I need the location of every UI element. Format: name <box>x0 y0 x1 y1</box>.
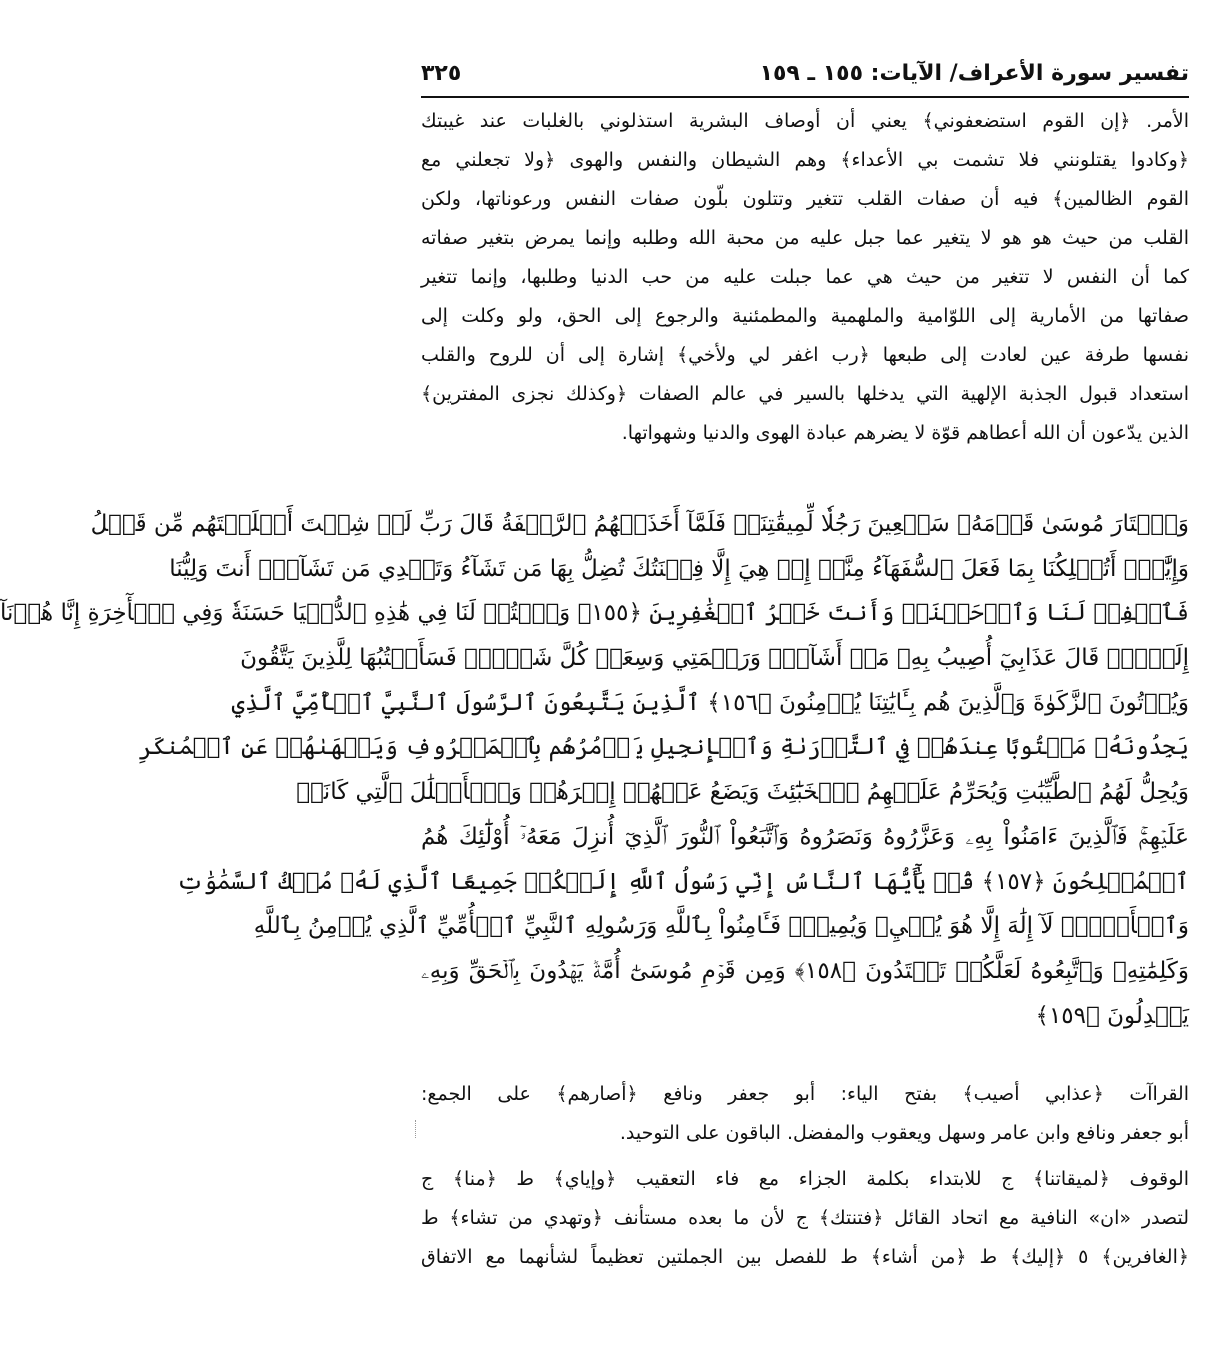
book-page <box>0 40 1189 1340</box>
stops-line: الوقوف ﴿لميقاتنا﴾ ج للابتداء بكلمة الجزاء مع فاء التعقيب ﴿وإياي﴾ ط ﴿منا﴾ ج <box>421 1168 1189 1190</box>
quran-verses-block <box>0 502 1189 1038</box>
verse-line: وَإِيَّٰيَۖ أَتُهۡلِكُنَا بِمَا فَعَلَ ٱلسُّفَهَآءُ مِنَّآۖ إِنۡ هِيَ إِلَّا فِتۡنَتُكَ تُضِلُّ بِهَا مَن تَشَآءُ وَتَهۡدِي مَن تَشَآءُۖ أَنتَ وَلِيُّنَا <box>169 555 1189 582</box>
commentary-line: كما أن النفس لا تتغير من حيث هي عما جبلت عليه من حب الدنيا وطلبها، وإنما تتغير <box>421 266 1189 288</box>
stops-line: ﴿الغافرين﴾ ٥ ﴿إليك﴾ ط ﴿من أشاء﴾ ط للفصل بين الجملتين تعظيماً لشأنهما مع الاتفاق <box>421 1246 1189 1268</box>
running-head <box>421 54 1189 94</box>
commentary-block <box>421 102 1189 453</box>
running-head-title: تفسير سورة الأعراف/ الآيات: ١٥٥ ـ ١٥٩ <box>759 61 1189 86</box>
verse-line: وَيُحِلُّ لَهُمُ ٱلطَّيِّبَٰتِ وَيُحَرِّمُ عَلَيۡهِمُ ٱلۡخَبَٰٓئِثَ وَيَضَعُ عَنۡهُمۡ إِصۡرَهُمۡ وَٱلۡأَغۡلَٰلَ ٱلَّتِي كَانَتۡ <box>296 779 1189 806</box>
readings-line: أبو جعفر ونافع وابن عامر وسهل ويعقوب والمفضل. الباقون على التوحيد. <box>619 1122 1189 1144</box>
verse-line: وَيُؤۡتُونَ ٱلزَّكَوٰةَ وَٱلَّذِينَ هُم بِـَٔايَٰتِنَا يُؤۡمِنُونَ ﴿١٥٦﴾ ٱلَّذِينَ يَتَّبِعُونَ ٱلرَّسُولَ ٱلنَّبِيَّ ٱلۡأُمِّيَّ ٱلَّذِي <box>231 689 1189 716</box>
verse-line: إِلَيۡكَۚ قَالَ عَذَابِيٓ أُصِيبُ بِهِۦ مَنۡ أَشَآءُۖ وَرَحۡمَتِي وَسِعَتۡ كُلَّ شَيۡءٖۚ فَسَأَكۡتُبُهَا لِلَّذِينَ يَتَّقُونَ <box>240 645 1189 672</box>
page-number: ٣٢٥ <box>421 61 462 86</box>
verse-line: وَكَلِمَٰتِهِۦ وَٱتَّبِعُوهُ لَعَلَّكُمۡ تَهۡتَدُونَ ﴿١٥٨﴾ وَمِن قَوۡمِ مُوسَىٰٓ أُمَّةٞ يَهۡدُونَ بِٱلۡحَقِّ وَبِهِۦ <box>421 957 1189 984</box>
commentary-line: استعداد قبول الجذبة الإلهية التي يدخلها بالسير في عالم الصفات ﴿وكذلك نجزى المفترين﴾ <box>421 383 1189 405</box>
stops-section <box>421 1160 1189 1277</box>
commentary-line: صفاتها من الأمارية إلى اللوّامية والملهمية والمطمئنية والرجوع إلى الحق، ولو وكلت إلى <box>421 305 1189 327</box>
margin-mark <box>415 1120 418 1138</box>
verse-line: يَعۡدِلُونَ ﴿١٥٩﴾ <box>1035 1002 1189 1029</box>
verse-line: وَٱخۡتَارَ مُوسَىٰ قَوۡمَهُۥ سَبۡعِينَ رَجُلٗا لِّمِيقَٰتِنَاۖ فَلَمَّآ أَخَذَتۡهُمُ ٱلرَّجۡفَةُ قَالَ رَبِّ لَوۡ شِئۡتَ أَهۡلَكۡتَهُم مِّن قَبۡلُ <box>90 511 1189 537</box>
stops-line: لتصدر «ان» النافية مع اتحاد القائل ﴿فتنتك﴾ ج لأن ما بعده مستأنف ﴿وتهدي من تشاء﴾ ط <box>421 1207 1189 1229</box>
readings-line: القراآت ﴿عذابي أصيب﴾ بفتح الياء: أبو جعفر ونافع ﴿أصارهم﴾ على الجمع: <box>421 1083 1189 1105</box>
verse-line: ٱلۡمُفۡلِحُونَ ﴿١٥٧﴾ قُلۡ يَٰٓأَيُّهَا ٱلنَّاسُ إِنِّي رَسُولُ ٱللَّهِ إِلَيۡكُمۡ جَمِيعًا ٱلَّذِي لَهُۥ مُلۡكُ ٱلسَّمَٰوَٰتِ <box>176 868 1189 895</box>
commentary-line: نفسها طرفة عين لعادت إلى طبعها ﴿رب اغفر لي ولأخي﴾ إشارة إلى أن للروح والقلب <box>421 344 1189 366</box>
commentary-line: القلب من حيث هو هو لا يتغير عما جبل عليه من محبة الله وطلبه وإنما يمرض بتغير صفاته <box>421 227 1189 249</box>
verse-line: فَٱغۡفِرۡ لَنَا وَٱرۡحَمۡنَاۖ وَأَنتَ خَيۡرُ ٱلۡغَٰفِرِينَ ﴿١٥٥﴾ وَٱكۡتُبۡ لَنَا فِي هَٰذِهِ ٱلدُّنۡيَا حَسَنَةٗ وَفِي ٱلۡأٓخِرَةِ إِنَّا هُدۡنَآ <box>0 600 1189 627</box>
header-rule <box>421 96 1189 98</box>
verse-line: وَٱلۡأَرۡضِۖ لَآ إِلَٰهَ إِلَّا هُوَ يُحۡيِۦ وَيُمِيتُۖ فَـَٔامِنُواْ بِٱللَّهِ وَرَسُولِهِ ٱلنَّبِيِّ ٱلۡأُمِّيِّ ٱلَّذِي يُؤۡمِنُ بِٱللَّهِ <box>253 913 1189 940</box>
verse-line: عَلَيۡهِمۡۚ فَٱلَّذِينَ ءَامَنُواْ بِهِۦ وَعَزَّرُوهُ وَنَصَرُوهُ وَٱتَّبَعُواْ ٱلنُّورَ ٱلَّذِيٓ أُنزِلَ مَعَهُۥٓ أُوْلَٰٓئِكَ هُمُ <box>421 823 1189 850</box>
verse-line: يَجِدُونَهُۥ مَكۡتُوبًا عِندَهُمۡ فِي ٱلتَّوۡرَىٰةِ وَٱلۡإِنجِيلِ يَأۡمُرُهُم بِٱلۡمَعۡرُوفِ وَيَنۡهَىٰهُمۡ عَنِ ٱلۡمُنكَرِ <box>138 734 1189 761</box>
commentary-line: ﴿وكادوا يقتلونني فلا تشمت بي الأعداء﴾ وهم الشيطان والنفس والهوى ﴿ولا تجعلني مع <box>421 149 1189 171</box>
readings-section <box>421 1075 1189 1153</box>
commentary-line: القوم الظالمين﴾ فيه أن صفات القلب تتغير وتتلون بلّون صفات النفس ورعوناتها، ولكن <box>421 188 1189 210</box>
commentary-line: الذين يدّعون أن الله أعطاهم قوّة لا يضرهم عبادة الهوى والدنيا وشهواتها. <box>621 422 1189 444</box>
commentary-line: الأمر. ﴿إن القوم استضعفوني﴾ يعني أن أوصاف البشرية استذلوني بالغلبات عند غيبتك <box>421 110 1189 132</box>
